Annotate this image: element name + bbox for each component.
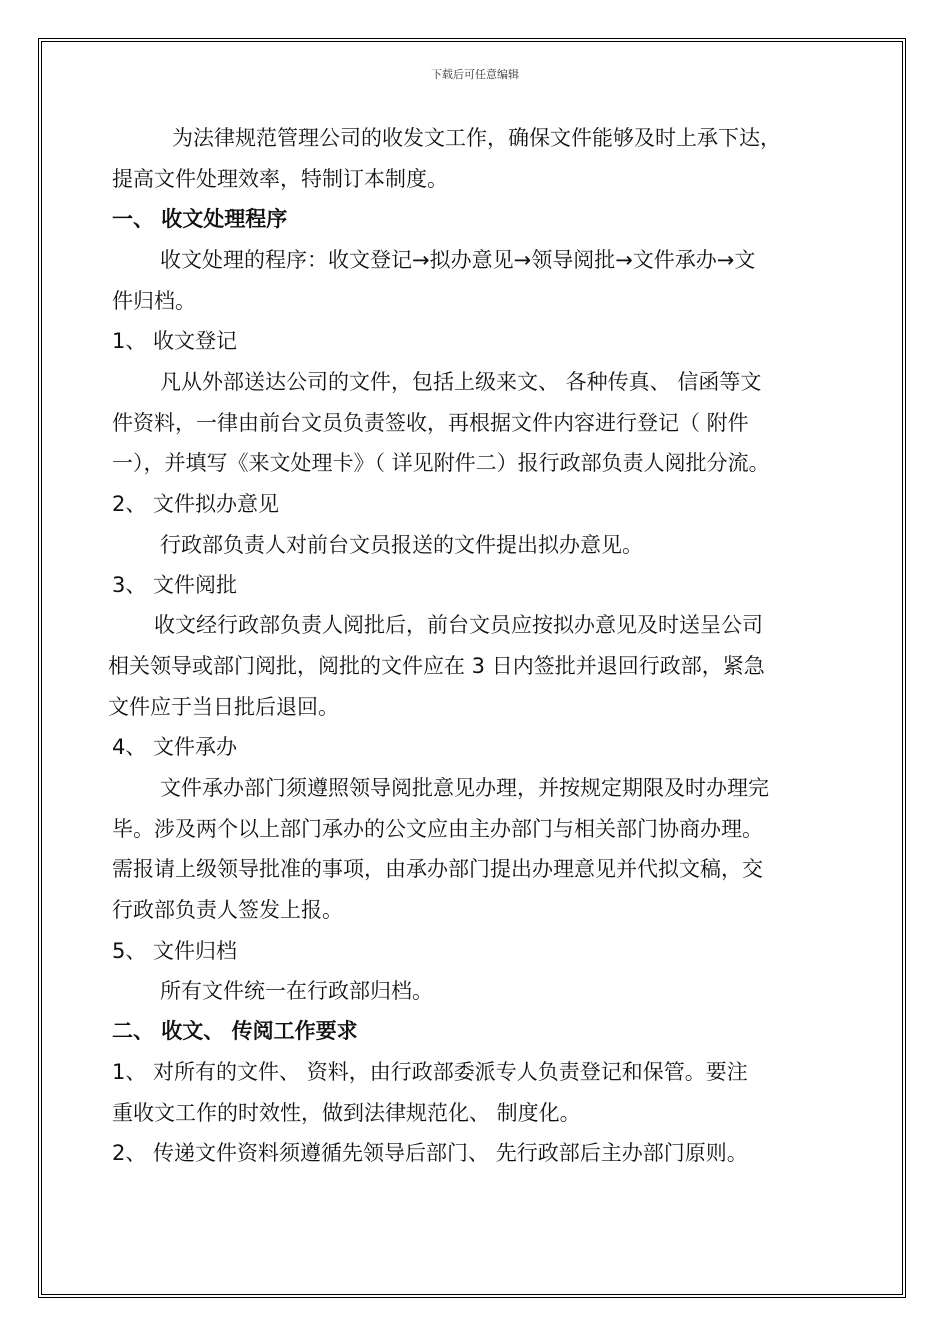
paragraph-line: 2、 传递文件资料须遵循先领导后部门、 先行政部后主办部门原则。 [112, 1141, 748, 1165]
paragraph-line: 件归档。 [112, 289, 196, 313]
paragraph-line: 1、 对所有的文件、 资料，由行政部委派专人负责登记和保管。要注 [112, 1060, 748, 1084]
subheading-4: 4、 文件承办 [112, 735, 238, 759]
paragraph-line: 文件应于当日批后退回。 [108, 695, 339, 719]
paragraph-line: 收文经行政部负责人阅批后，前台文员应按拟办意见及时送呈公司 [154, 613, 763, 637]
paragraph-line: 收文处理的程序：收文登记→拟办意见→领导阅批→文件承办→文 [160, 248, 756, 272]
paragraph-line: 行政部负责人签发上报。 [112, 898, 343, 922]
paragraph-line: 一），并填写《来文处理卡》（ 详见附件二）报行政部负责人阅批分流。 [112, 451, 770, 475]
intro-line-2: 提高文件处理效率，特制订本制度。 [112, 167, 448, 191]
paragraph-line: 件资料，一律由前台文员负责签收，再根据文件内容进行登记（ 附件 [112, 411, 749, 435]
subheading-2: 2、 文件拟办意见 [112, 492, 280, 516]
paragraph-line: 毕。涉及两个以上部门承办的公文应由主办部门与相关部门协商办理。 [112, 817, 763, 841]
paragraph-line: 文件承办部门须遵照领导阅批意见办理，并按规定期限及时办理完 [160, 776, 769, 800]
subheading-1: 1、 收文登记 [112, 329, 238, 353]
intro-line-1: 为法律规范管理公司的收发文工作，确保文件能够及时上承下达， [172, 126, 781, 150]
section-heading-1: 一、 收文处理程序 [112, 207, 288, 231]
paragraph-line: 需报请上级领导批准的事项，由承办部门提出办理意见并代拟文稿，交 [112, 857, 763, 881]
paragraph-line: 所有文件统一在行政部归档。 [160, 979, 433, 1003]
page-header: 下载后可任意编辑 [431, 68, 519, 81]
section-heading-2: 二、 收文、 传阅工作要求 [112, 1019, 358, 1043]
subheading-5: 5、 文件归档 [112, 939, 238, 963]
paragraph-line: 行政部负责人对前台文员报送的文件提出拟办意见。 [160, 533, 643, 557]
paragraph-line: 重收文工作的时效性，做到法律规范化、 制度化。 [112, 1101, 581, 1125]
paragraph-line: 凡从外部送达公司的文件，包括上级来文、 各种传真、 信函等文 [160, 370, 762, 394]
subheading-3: 3、 文件阅批 [112, 573, 238, 597]
paragraph-line: 相关领导或部门阅批，阅批的文件应在 3 日内签批并退回行政部，紧急 [108, 654, 765, 678]
